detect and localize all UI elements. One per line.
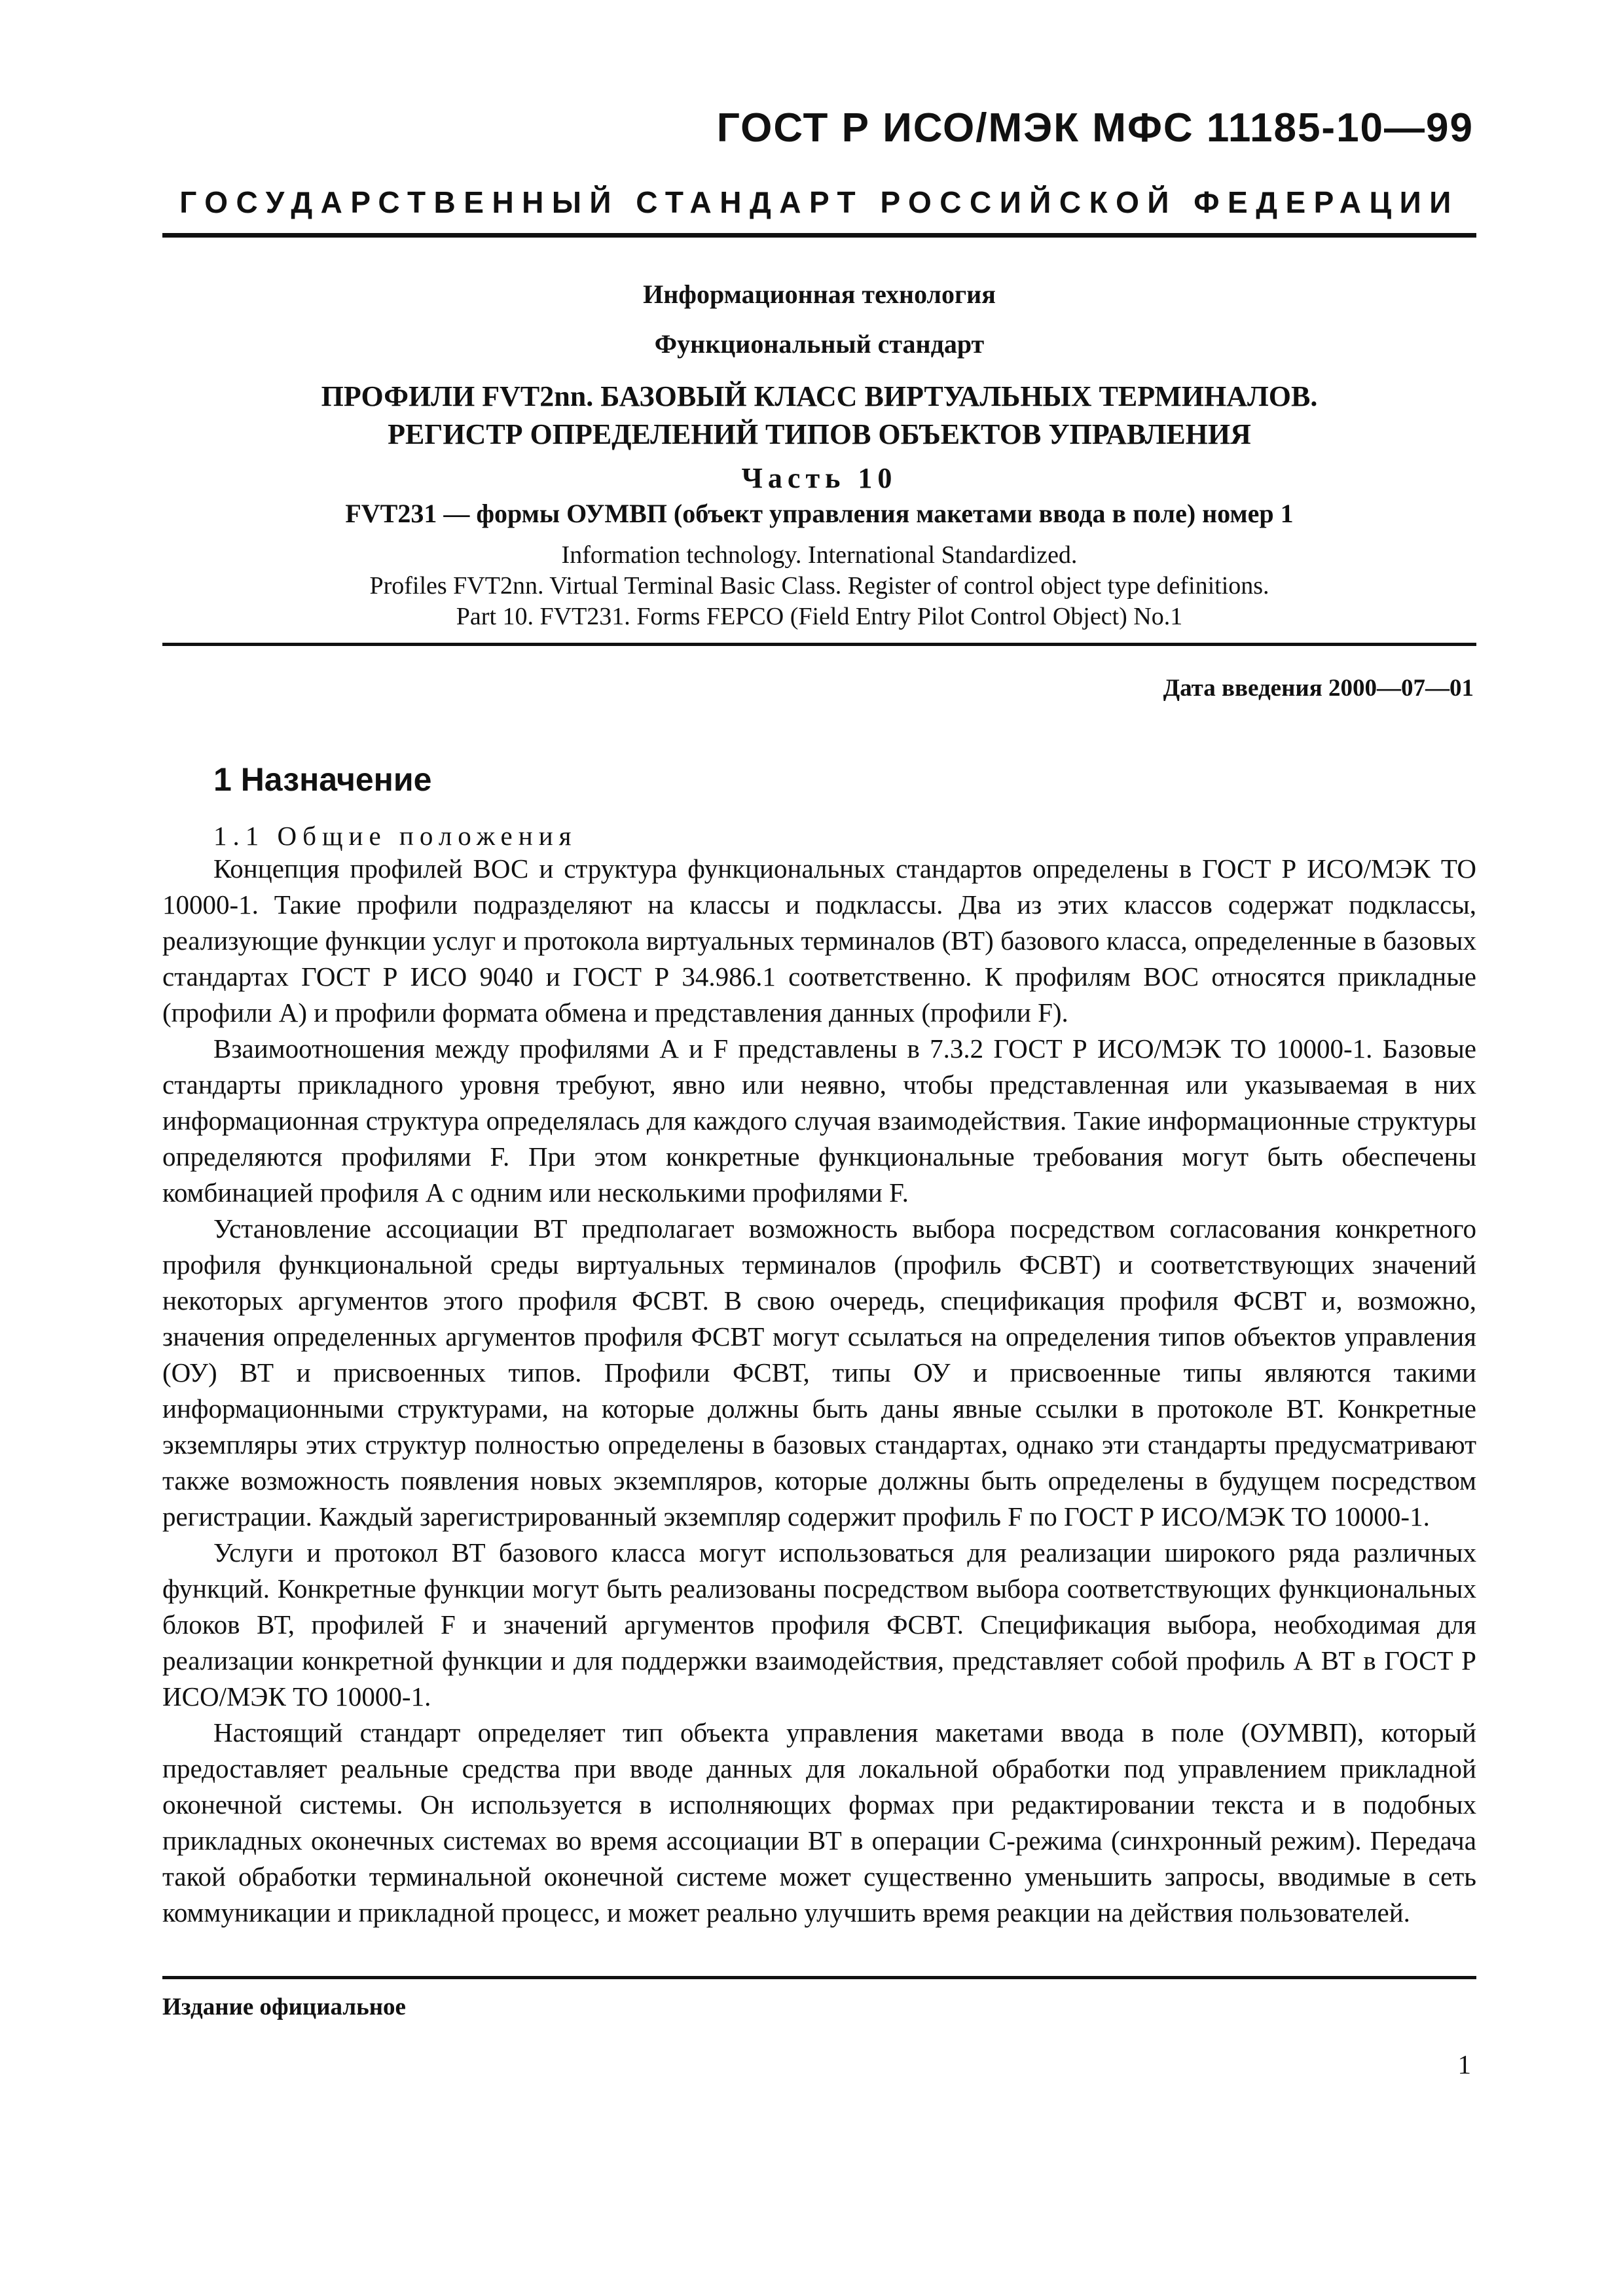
introduction-date: Дата введения 2000—07—01 <box>1163 675 1474 702</box>
paragraph: Настоящий стандарт определяет тип объекта управления макетами ввода в поле (ОУМВП), который предоставляет реальные средства при вводе данных для локальной обработки под управлением прикладной оконечной системы. Он используется в исполняющих формах при редактировании текста и в подобных прикладных оконечных системах во время ассоциации ВТ в операции С-режима (синхронный режим). Передача такой обработки терминальной оконечной системе может существенно уменьшить запросы, вводимые в сеть коммуникации и прикладной процесс, и может реально улучшить время реакции на действия пользователей. <box>162 1717 1476 1928</box>
title-block <box>162 278 1476 632</box>
body-text <box>162 851 1476 1931</box>
paragraph: Установление ассоциации ВТ предполагает возможность выбора посредством согласования конкретного профиля функциональной среды виртуальных терминалов (профиль ФСВТ) и соответствующих значений некоторых аргументов этого профиля ФСВТ. В свою очередь, спецификация профиля ФСВТ и, возможно, значения определенных аргументов профиля ФСВТ могут ссылаться на определения типов объектов управления (ОУ) ВТ и присвоенных типов. Профили ФСВТ, типы ОУ и присвоенные типы являются такими информационными структурами, на которые должны быть даны явные ссылки в протоколе ВТ. Конкретные экземпляры этих структур полностью определены в базовых стандартах, однако эти стандарты предусматривают также возможность появления новых экземпляров, которые должны быть определены в будущем посредством регистрации. Каждый зарегистрированный экземпляр содержит профиль F по ГОСТ Р ИСО/МЭК ТО 10000-1. <box>162 1213 1476 1532</box>
subsection-title: 1.1 Общие положения <box>213 821 577 851</box>
state-standard-heading: ГОСУДАРСТВЕННЫЙ СТАНДАРТ РОССИЙСКОЙ ФЕДЕРАЦИИ <box>179 185 1459 219</box>
part-number: Часть 10 <box>741 462 898 494</box>
title-standard-type: Функциональный стандарт <box>654 329 985 359</box>
footer-divider <box>162 1976 1476 1979</box>
top-divider <box>162 233 1476 238</box>
paragraph: Услуги и протокол ВТ базового класса могут использоваться для реализации широкого ряда различных функций. Конкретные функции могут быть реализованы посредством выбора соответствующих функциональных блоков ВТ, профилей F и значений аргументов профиля ФСВТ. Спецификация выбора, необходимая для реализации конкретной функции и для поддержки взаимодействия, представляет собой профиль А ВТ в ГОСТ Р ИСО/МЭК ТО 10000-1. <box>162 1537 1476 1712</box>
paragraph: Взаимоотношения между профилями А и F представлены в 7.3.2 ГОСТ Р ИСО/МЭК ТО 10000-1. Базовые стандарты прикладного уровня требуют, явно или неявно, чтобы представленная или указываемая в них информационная структура определялась для каждого случая взаимодействия. Такие информационные структуры определяются профилями F. При этом конкретные функциональные требования могут быть обеспечены комбинацией профиля А с одним или несколькими профилями F. <box>162 1033 1476 1208</box>
paragraph: Концепция профилей ВОС и структура функциональных стандартов определены в ГОСТ Р ИСО/МЭК ТО 10000-1. Такие профили подразделяют на классы и подклассы. Два из этих классов содержат подклассы, реализующие функции услуг и протокола виртуальных терминалов (ВТ) базового класса, определенные в базовых стандартах ГОСТ Р ИСО 9040 и ГОСТ Р 34.986.1 соответственно. К профилям ВОС относятся прикладные (профили А) и профили формата обмена и представления данных (профили F). <box>162 853 1476 1028</box>
english-title-line-1: Information technology. International Standardized. <box>561 541 1078 569</box>
document-code: ГОСТ Р ИСО/МЭК МФС 11185-10—99 <box>716 105 1474 151</box>
section-title: 1 Назначение <box>213 761 432 798</box>
page-number: 1 <box>1457 2049 1471 2079</box>
edition-label: Издание официальное <box>162 1994 406 2020</box>
title-divider <box>162 643 1476 646</box>
main-title-line-2: РЕГИСТР ОПРЕДЕЛЕНИЙ ТИПОВ ОБЪЕКТОВ УПРАВЛЕНИЯ <box>388 418 1251 450</box>
english-title-line-2: Profiles FVT2nn. Virtual Terminal Basic Class. Register of control object type definitions. <box>369 572 1269 600</box>
title-subject: Информационная технология <box>643 279 996 309</box>
english-title-line-3: Part 10. FVT231. Forms FEPCO (Field Entry Pilot Control Object) No.1 <box>456 603 1183 630</box>
english-title <box>162 540 1476 632</box>
main-title-line-1: ПРОФИЛИ FVT2nn. БАЗОВЫЙ КЛАСС ВИРТУАЛЬНЫХ ТЕРМИНАЛОВ. <box>321 380 1318 412</box>
part-subtitle: FVT231 — формы ОУМВП (объект управления макетами ввода в поле) номер 1 <box>345 499 1294 528</box>
